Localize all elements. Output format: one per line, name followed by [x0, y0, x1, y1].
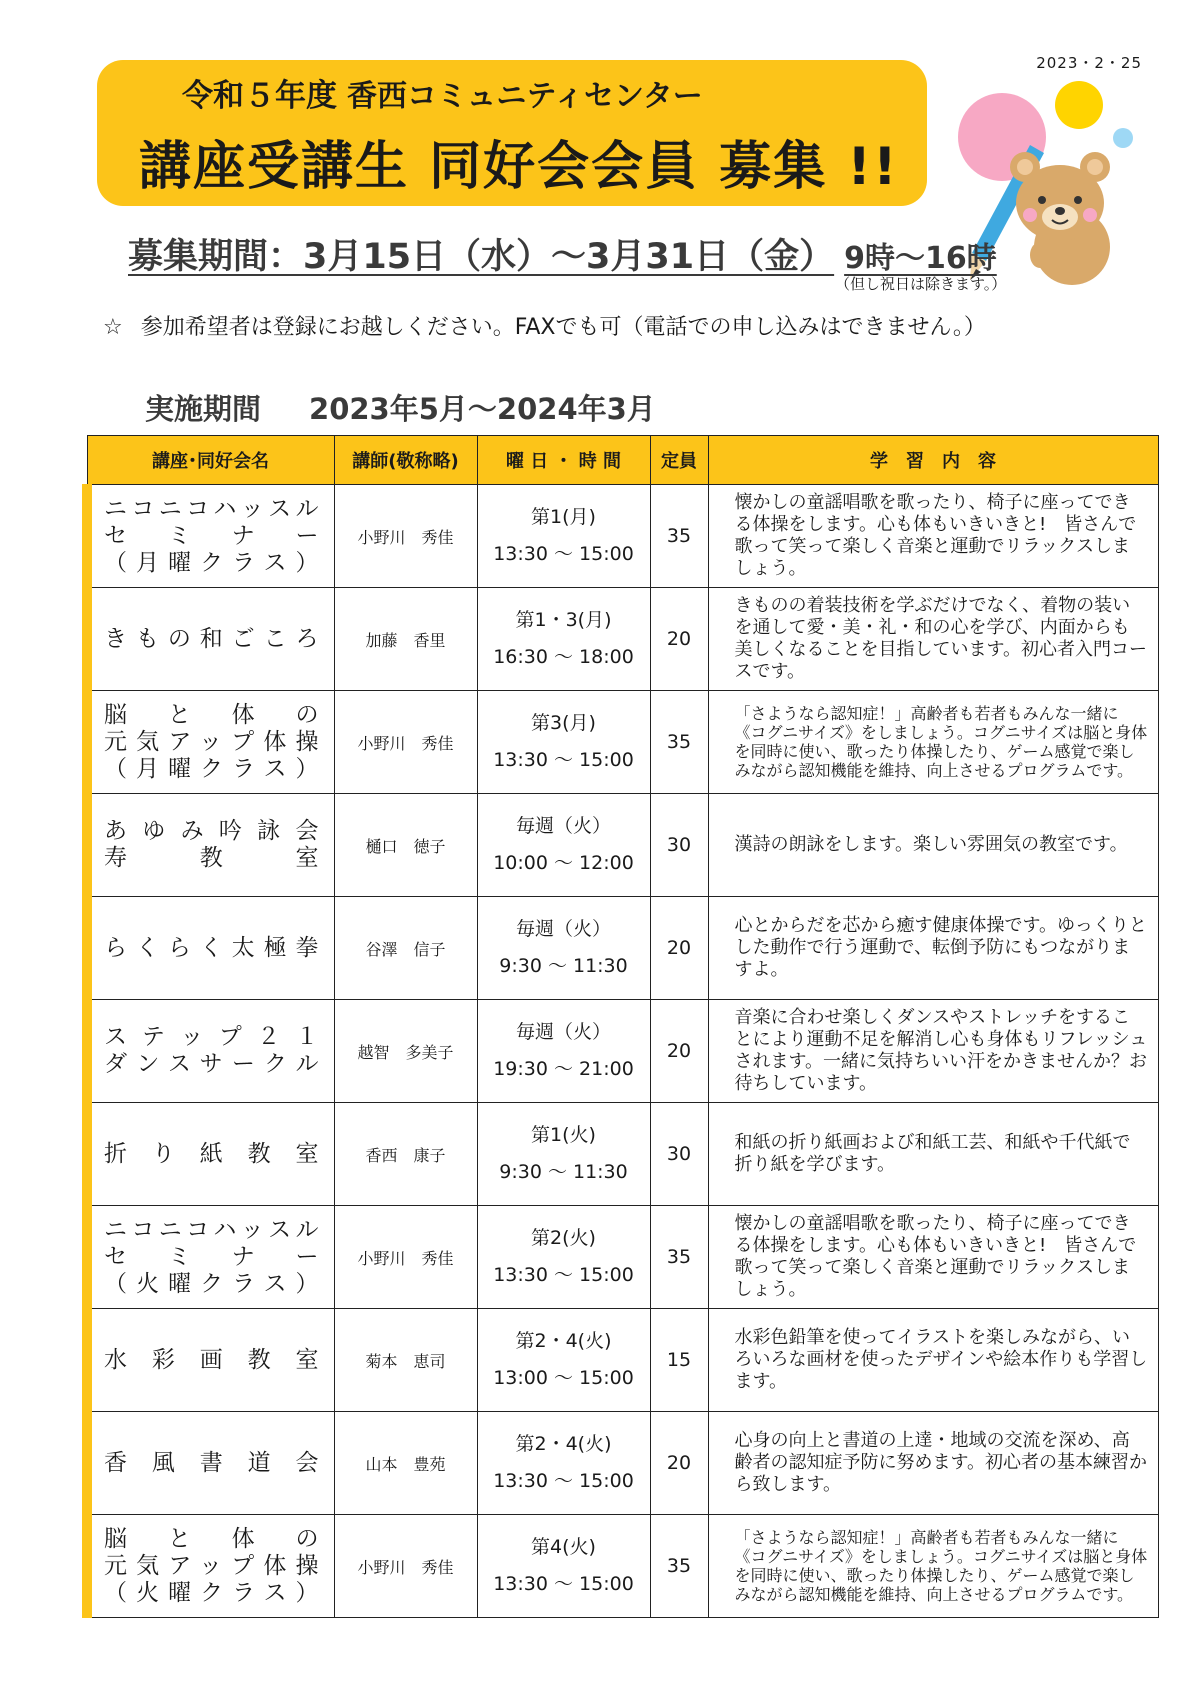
- holiday-note: （但し祝日は除きます。）: [835, 275, 1007, 293]
- course-description: 心身の向上と書道の上達・地域の交流を深め、高齢者の認知症予防に努めます。初心者の基本練習から致します。: [708, 1412, 1158, 1515]
- course-name-line: （火曜クラス）: [104, 1579, 320, 1606]
- course-name: [87, 691, 334, 794]
- course-name-line: （火曜クラス）: [104, 1270, 320, 1297]
- schedule-time: 13:30 ～ 15:00: [493, 749, 634, 771]
- header-course-name: 講座･同好会名: [87, 436, 334, 485]
- blue-dot-decoration: [1113, 128, 1133, 148]
- teacher-name: 小野川 秀佳: [334, 485, 477, 588]
- course-name: [87, 1000, 334, 1103]
- course-name: [87, 1103, 334, 1206]
- schedule-time: 13:00 ～ 15:00: [493, 1367, 634, 1389]
- schedule-day: 毎週（火）: [515, 815, 611, 837]
- table-row: [87, 588, 1158, 691]
- course-name-line: あゆみ吟詠会: [104, 818, 320, 844]
- application-notice: [103, 310, 986, 341]
- schedule-day: 毎週（火）: [515, 918, 611, 940]
- header-capacity: 定員: [650, 436, 708, 485]
- issue-date: 2023・2・25: [1036, 54, 1142, 72]
- schedule: [477, 1206, 650, 1309]
- course-name-line: ニコニコハッスル: [104, 1216, 320, 1243]
- schedule: [477, 588, 650, 691]
- recruitment-dates: 募集期間：3月15日（水）～3月31日（金）: [128, 237, 835, 277]
- table-row: [87, 1515, 1158, 1618]
- recruitment-period: [128, 229, 997, 279]
- schedule: [477, 1309, 650, 1412]
- table-row: [87, 1412, 1158, 1515]
- course-name-line: 水 彩 画 教 室: [104, 1346, 320, 1373]
- course-description: 水彩色鉛筆を使ってイラストを楽しみながら、いろいろな画材を使ったデザインや絵本作りも学習します。: [708, 1309, 1158, 1412]
- course-name-line: （月曜クラス）: [104, 755, 320, 782]
- teacher-name: 谷澤 信子: [334, 897, 477, 1000]
- course-name-line: （月曜クラス）: [104, 549, 320, 576]
- course-name-line: 脳 と 体 の: [104, 1525, 320, 1552]
- schedule-day: 第1(火): [531, 1124, 596, 1146]
- table-row: [87, 485, 1158, 588]
- capacity: 20: [650, 897, 708, 1000]
- schedule: [477, 691, 650, 794]
- course-name-line: 元気アップ体操: [104, 1552, 320, 1579]
- teacher-name: 菊本 恵司: [334, 1309, 477, 1412]
- schedule: [477, 1000, 650, 1103]
- teacher-name: 小野川 秀佳: [334, 691, 477, 794]
- teacher-name: 香西 康子: [334, 1103, 477, 1206]
- teacher-name: 山本 豊苑: [334, 1412, 477, 1515]
- schedule-day: 第1(月): [531, 506, 596, 528]
- schedule-day: 第3(月): [531, 712, 596, 734]
- table-row: [87, 1206, 1158, 1309]
- organization-name: 香西コミュニティセンター: [347, 79, 703, 114]
- course-name: [87, 897, 334, 1000]
- recruitment-hours: 9時～16時: [844, 241, 997, 276]
- course-description: 懐かしの童謡唱歌を歌ったり、椅子に座ってできる体操をします。心も体もいきいきと! 皆さんで歌って笑って楽しく音楽と運動でリラックスしましょう。: [708, 485, 1158, 588]
- schedule-time: 9:30 ～ 11:30: [499, 955, 628, 977]
- capacity: 35: [650, 691, 708, 794]
- course-description: 懐かしの童謡唱歌を歌ったり、椅子に座ってできる体操をします。心も体もいきいきと! 皆さんで歌って笑って楽しく音楽と運動でリラックスしましょう。: [708, 1206, 1158, 1309]
- fiscal-year: 令和５年度: [182, 78, 337, 114]
- course-name: [87, 1309, 334, 1412]
- schedule-time: 19:30 ～ 21:00: [493, 1058, 634, 1080]
- table-row: [87, 1103, 1158, 1206]
- course-name: [87, 1515, 334, 1618]
- schedule: [477, 794, 650, 897]
- implementation-label: 実施期間: [145, 392, 262, 426]
- schedule-time: 13:30 ～ 15:00: [493, 543, 634, 565]
- capacity: 30: [650, 1103, 708, 1206]
- course-name-line: きもの和ごころ: [104, 625, 320, 652]
- table-row: [87, 1000, 1158, 1103]
- header-schedule: 曜 日 ・ 時 間: [477, 436, 650, 485]
- course-name-line: ステップ２１: [104, 1024, 320, 1050]
- course-name-line: 折 り 紙 教 室: [104, 1140, 320, 1167]
- table-row: [87, 691, 1158, 794]
- schedule-day: 第4(火): [531, 1536, 596, 1558]
- bear-icon: [1010, 152, 1110, 285]
- course-name-line: 脳 と 体 の: [104, 701, 320, 728]
- course-name-line: 元気アップ体操: [104, 728, 320, 755]
- course-description: 心とからだを芯から癒す健康体操です。ゆっくりとした動作で行う運動で、転倒予防にもつながりますよ。: [708, 897, 1158, 1000]
- course-name: [87, 485, 334, 588]
- teacher-name: 加藤 香里: [334, 588, 477, 691]
- course-name-line: ダンスサークル: [104, 1051, 320, 1077]
- yellow-circle-decoration: [1055, 81, 1103, 129]
- course-name-line: 寿 教 室: [104, 845, 320, 871]
- schedule-time: 16:30 ～ 18:00: [493, 646, 634, 668]
- course-name-line: らくらく太極拳: [104, 934, 320, 961]
- notice-text: 参加希望者は登録にお越しください。FAXでも可（電話での申し込みはできません。）: [140, 315, 986, 340]
- course-description: きものの着装技術を学ぶだけでなく、着物の装いを通して愛・美・礼・和の心を学び、内面からも美しくなることを目指しています。初心者入門コースです。: [708, 588, 1158, 691]
- course-name: [87, 588, 334, 691]
- title-banner: [97, 60, 927, 206]
- capacity: 30: [650, 794, 708, 897]
- course-name: [87, 794, 334, 897]
- capacity: 35: [650, 1206, 708, 1309]
- capacity: 35: [650, 1515, 708, 1618]
- schedule: [477, 1103, 650, 1206]
- course-description: 「さようなら認知症！」高齢者も若者もみんな一緒に《コグニサイズ》をしましょう。コグニサイズは脳と身体を同時に使い、歌ったり体操したり、ゲーム感覚で楽しみながら認知機能を維持、向上させるプログラムです。: [708, 691, 1158, 794]
- course-name-line: ニコニコハッスル: [104, 495, 320, 522]
- schedule-day: 第2(火): [531, 1227, 596, 1249]
- schedule-time: 13:30 ～ 15:00: [493, 1470, 634, 1492]
- capacity: 35: [650, 485, 708, 588]
- schedule: [477, 1412, 650, 1515]
- schedule-time: 9:30 ～ 11:30: [499, 1161, 628, 1183]
- table-row: [87, 897, 1158, 1000]
- teacher-name: 小野川 秀佳: [334, 1515, 477, 1618]
- course-table: [82, 435, 1159, 1618]
- star-icon: ☆: [103, 315, 123, 340]
- schedule-day: 第1・3(月): [515, 609, 612, 631]
- schedule-time: 13:30 ～ 15:00: [493, 1573, 634, 1595]
- schedule-day: 毎週（火）: [515, 1021, 611, 1043]
- course-name: [87, 1412, 334, 1515]
- teacher-name: 樋口 徳子: [334, 794, 477, 897]
- header-teacher: 講師(敬称略): [334, 436, 477, 485]
- capacity: 20: [650, 588, 708, 691]
- capacity: 20: [650, 1000, 708, 1103]
- capacity: 20: [650, 1412, 708, 1515]
- banner-subtitle: [182, 70, 703, 115]
- course-description: 「さようなら認知症！」高齢者も若者もみんな一緒に《コグニサイズ》をしましょう。コグニサイズは脳と身体を同時に使い、歌ったり体操したり、ゲーム感覚で楽しみながら認知機能を維持、向上させるプログラムです。: [708, 1515, 1158, 1618]
- capacity: 15: [650, 1309, 708, 1412]
- schedule: [477, 485, 650, 588]
- schedule: [477, 897, 650, 1000]
- course-table-body: [87, 485, 1158, 1618]
- implementation-period: [145, 387, 656, 428]
- table-row: [87, 794, 1158, 897]
- table-header-row: [87, 436, 1158, 485]
- header-content: 学 習 内 容: [708, 436, 1158, 485]
- table-row: [87, 1309, 1158, 1412]
- course-name-line: セ ミ ナ ー: [104, 522, 320, 549]
- schedule-time: 13:30 ～ 15:00: [493, 1264, 634, 1286]
- course-description: 音楽に合わせ楽しくダンスやストレッチをすることにより運動不足を解消し心も身体もリフレッシュされます。一緒に気持ちいい汗をかきませんか？お待ちしています。: [708, 1000, 1158, 1103]
- course-description: 和紙の折り紙画および和紙工芸、和紙や千代紙で折り紙を学びます。: [708, 1103, 1158, 1206]
- schedule-time: 10:00 ～ 12:00: [493, 852, 634, 874]
- course-name-line: セ ミ ナ ー: [104, 1243, 320, 1270]
- teacher-name: 小野川 秀佳: [334, 1206, 477, 1309]
- course-name: [87, 1206, 334, 1309]
- page-title: 講座受講生 同好会会員 募集 !!: [139, 137, 899, 197]
- teacher-name: 越智 多美子: [334, 1000, 477, 1103]
- schedule-day: 第2・4(火): [515, 1330, 612, 1352]
- schedule-day: 第2・4(火): [515, 1433, 612, 1455]
- course-description: 漢詩の朗詠をします。楽しい雰囲気の教室です。: [708, 794, 1158, 897]
- course-name-line: 香 風 書 道 会: [104, 1449, 320, 1476]
- schedule: [477, 1515, 650, 1618]
- implementation-range: 2023年5月～2024年3月: [309, 392, 656, 426]
